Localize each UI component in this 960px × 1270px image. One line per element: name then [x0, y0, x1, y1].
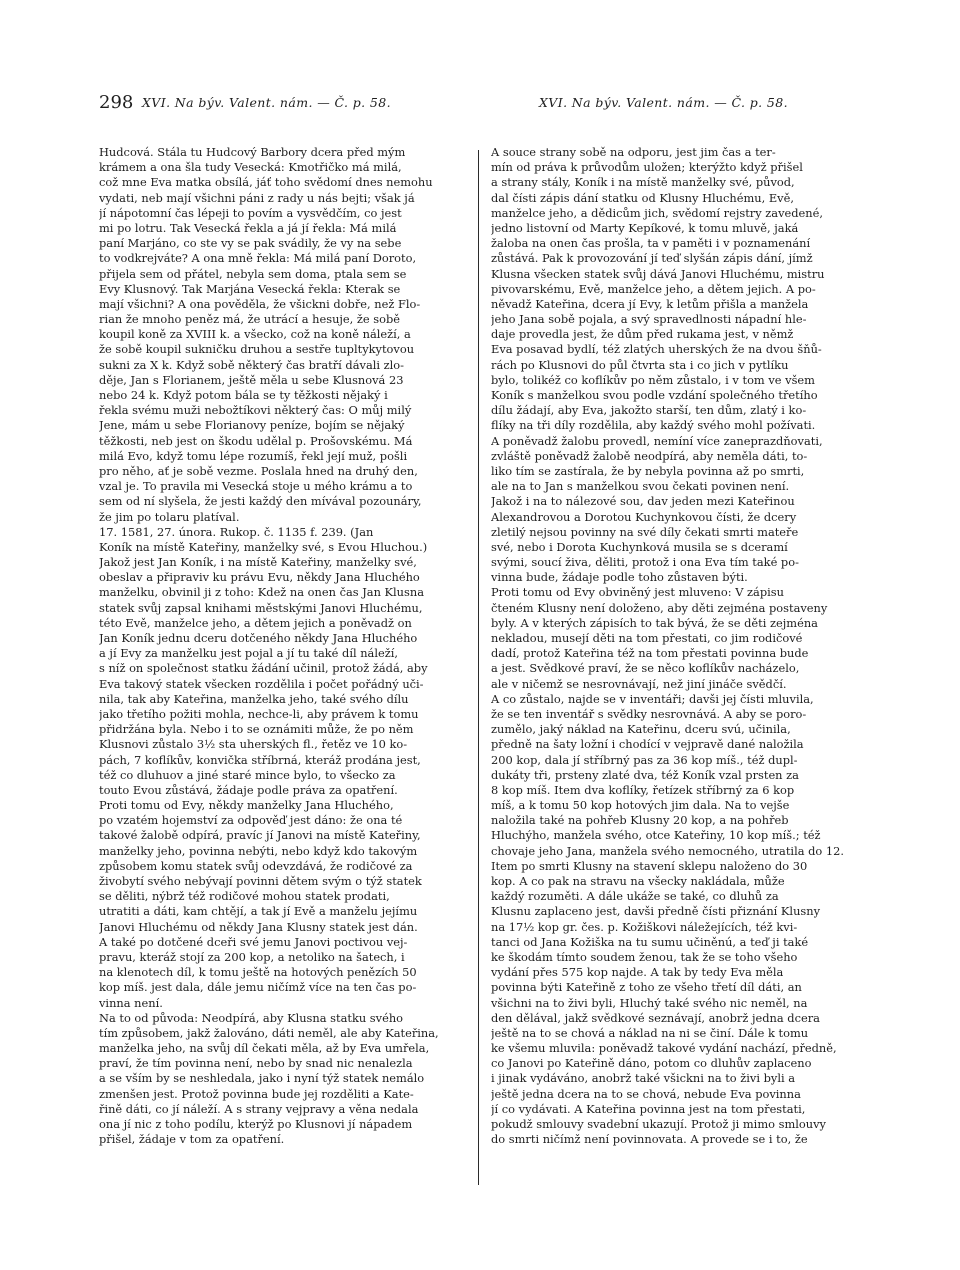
text-line: Jakož i na to nálezové sou, dav jeden mezi Kateřinou: [491, 494, 795, 509]
text-line: zumělo, jaký náklad na Kateřinu, dceru svú, učinila,: [491, 722, 791, 737]
text-line: a jí Evy za manželku jest pojal a jí tu také díl náleží,: [99, 646, 398, 661]
text-line: přišel, žádaje v tom za opatření.: [99, 1132, 285, 1147]
text-line: též co dluhuov a jiné staré mince bylo, to všecko za: [99, 767, 396, 782]
text-line: pivovarskému, Evě, manželce jeho, a dětem jejich. A po-: [491, 281, 816, 296]
text-line: to vodkrejváte? A ona mně řekla: Má milá paní Doroto,: [99, 251, 417, 266]
text-line: po vzatém hojemství za odpověď jest dáno: že ona té: [99, 813, 403, 828]
text-line: nekladou, musejí děti na tom přestati, co jim rodičové: [491, 631, 803, 645]
text-line: způsobem komu statek svůj odevzdává, že rodičové za: [99, 858, 413, 873]
text-line: Klusnu zaplaceno jest, davši předně čísti přiznání Klusny: [491, 904, 821, 919]
text-line: Eva posavad bydlí, též zlatých uherských že na dvou šňů-: [491, 342, 822, 357]
text-line: byly. A v kterých zápisích to tak bývá, že se děti zejména: [491, 615, 818, 630]
text-line: živobytí svého nebývají povinni dětem svým o týž statek: [99, 874, 422, 888]
page-number: 298: [99, 92, 134, 113]
text-line: jí co vydávati. A Kateřina povinna jest na tom přestati,: [491, 1101, 806, 1116]
text-line: ale na to Jan s manželkou svou čekati povinen není.: [491, 479, 790, 494]
text-line: Proti tomu od Evy, někdy manželky Jana Hluchého,: [99, 798, 394, 813]
text-line: těžkosti, neb jest on škodu udělal p. Prošovskému. Má: [99, 433, 413, 448]
running-head: [0, 92, 960, 118]
text-line: kop. A co pak na stravu na všecky nakládala, může: [491, 874, 785, 888]
text-line: Evy Klusnový. Tak Marjána Vesecká řekla: Kterak se: [99, 281, 401, 296]
text-line: nila, tak aby Kateřina, manželka jeho, také svého dílu: [99, 691, 409, 706]
text-line: ale v ničemž se nesrovnávají, než jiní jináče svědčí.: [491, 676, 787, 691]
text-line: jí nápotomní čas lépeji to povím a vysvědčím, co jest: [99, 205, 402, 220]
text-line: sukni za X k. Když sobě některý čas bratří dávali zlo-: [99, 357, 404, 372]
text-line: pravu, kteráž stojí za 200 kop, a netoliko na šatech, i: [99, 949, 405, 964]
text-line: zletilý nejsou povinny na své díly čekati smrti mateře: [491, 524, 799, 539]
text-line: Klusna všecken statek svůj dává Janovi Hluchému, mistru: [491, 266, 825, 281]
text-line: statek svůj zapsal knihami městskými Janovi Hluchému,: [99, 600, 423, 615]
text-line: manželku, obvinil ji z toho: Kdež na onen čas Jan Klusna: [99, 585, 424, 600]
text-line: Eva takový statek všecken rozdělila i počet pořádný uči-: [99, 676, 424, 691]
text-line: čteném Klusny není doloženo, aby děti zejména postaveny: [491, 600, 828, 615]
text-line: pách, 7 koflíkův, konvička stříbrná, kteráž prodána jest,: [99, 752, 421, 767]
text-line: dadí, protož Kateřina též na tom přestati povinna bude: [491, 646, 809, 661]
text-line: manželky jeho, povinna nebýti, nebo když kdo takovým: [99, 843, 418, 858]
text-line: A poněvadž žalobu provedl, nemíní více zaneprazdňovati,: [491, 433, 823, 448]
text-line: přijela sem od přátel, nebyla sem doma, ptala sem se: [99, 266, 407, 281]
text-line: Jakož jest Jan Koník, i na místě Kateřiny, manželky své,: [99, 555, 417, 570]
text-line: Item po smrti Klusny na stavení sklepu naloženo do 30: [491, 858, 808, 873]
text-line: ještě na to se chová a náklad na ni se činí. Dále k tomu: [491, 1025, 809, 1040]
text-line: každý rozuměti. A dále ukáže se také, co dluhů za: [491, 889, 779, 904]
text-line: děje, Jan s Florianem, ještě měla u sebe Klusnová 23: [99, 372, 404, 387]
text-line: 8 kop míš. Item dva koflíky, řetízek stříbrný za 6 kop: [491, 782, 795, 797]
text-line: a jest. Svědkové praví, že se něco koflíkův nacházelo,: [491, 661, 800, 676]
text-line: nebo 24 k. Když potom bála se ty těžkosti nějaký i: [99, 388, 388, 402]
text-line: tanci od Jana Kožiška na tu sumu učiněnú, a teď ji také: [491, 934, 809, 949]
text-line: Proti tomu od Evy obviněný jest mluveno: V zápisu: [491, 585, 784, 600]
text-line: sem od ní slyšela, že jesti každý den mívával pozounáry,: [99, 494, 422, 509]
text-line: dílu žádají, aby Eva, jakožto starší, ten dům, zlatý i ko-: [491, 403, 807, 418]
text-line: ona jí nic z toho podílu, kterýž po Klusnovi jí nápadem: [99, 1117, 413, 1131]
text-line: flíky na tři díly rozdělila, aby každý svého mohl požívati.: [491, 418, 816, 433]
text-line: A souce strany sobě na odporu, jest jim čas a ter-: [491, 145, 776, 159]
text-line: do smrti ničímž není povinnovata. A provede se i to, že: [491, 1132, 808, 1147]
text-line: zvláště poněvadž žalobě neodpírá, aby neměla dáti, to-: [491, 448, 808, 463]
text-line: kop míš. jest dala, dále jemu ničímž více na ten čas po-: [99, 980, 417, 995]
text-line: že sobě koupil sukničku druhou a sestře tupltykytovou: [99, 342, 415, 357]
text-line: zůstává. Pak k provozování jí teď slyšán zápis dání, jímž: [491, 251, 813, 266]
text-line: Jene, mám u sebe Florianovy peníze, bojím se nějaký: [99, 418, 405, 433]
text-line: míš, a k tomu 50 kop hotových jim dala. Na to vejše: [491, 798, 790, 813]
text-line: a se vším by se neshledala, jako i nyní týž statek nemálo: [99, 1071, 425, 1086]
text-line: Hudcová. Stála tu Hudcový Barbory dcera před mým: [99, 145, 406, 159]
text-line: Klusnovi zůstalo 3½ sta uherských fl., řetěz ve 10 ko-: [99, 737, 408, 752]
text-line: paní Marjáno, co ste vy se pak svádily, že vy na sebe: [99, 236, 402, 251]
text-line: Koník s manželkou svou podle vzdání společného třetího: [491, 388, 818, 402]
text-line: řině dáti, co jí náleží. A s strany vejpravy a věna nedala: [99, 1101, 419, 1116]
text-line: Janovi Hluchému od někdy Jana Klusny statek jest dán.: [99, 919, 418, 934]
running-title-left: XVI. Na býv. Valent. nám. — Č. p. 58.: [142, 95, 391, 110]
text-line: ještě jedna dcera na to se chová, nebude Eva povinna: [491, 1086, 801, 1101]
text-line: a strany stály, Koník i na místě manželky své, původ,: [491, 175, 795, 190]
text-line: Jan Koník jednu dceru dotčeného někdy Jana Hluchého: [99, 631, 418, 645]
text-line: vzal je. To pravila mi Vesecká stoje u mého krámu a to: [99, 479, 413, 494]
text-line: povinna býti Kateřině z toho ze všeho třetí díl dáti, an: [491, 980, 802, 995]
text-line: tím způsobem, jakž žalováno, dáti neměl, ale aby Kateřina,: [99, 1025, 439, 1040]
text-line: liko tím se zastírala, že by nebyla povinna až po smrti,: [491, 463, 805, 478]
text-line: jeho Jana sobě pojala, a svý spravedlnosti nápadní hle-: [491, 312, 807, 327]
text-line: mi po lotru. Tak Vesecká řekla a já jí řekla: Má milá: [99, 220, 397, 235]
text-line: koupil koně za XVIII k. a všecko, což na koně náleží, a: [99, 327, 411, 342]
text-line: svými, soucí živa, děliti, protož i ona Eva tím také po-: [491, 555, 799, 570]
text-line: všichni na to živi byli, Hluchý také svého nic neměl, na: [491, 995, 808, 1010]
text-line: dukáty tři, prsteny zlaté dva, též Koník vzal prsten za: [491, 767, 799, 782]
text-line: ke škodám tímto soudem ženou, tak že se toho všeho: [491, 949, 798, 964]
text-line: co Janovi po Kateřině dáno, potom co dluhův zaplaceno: [491, 1056, 812, 1071]
text-line: A co zůstalo, najde se v inventáři; davši jej čísti mluvila,: [491, 691, 814, 706]
text-line: Alexandrovou a Dorotou Kuchynkovou čísti, že dcery: [491, 509, 797, 524]
text-line: bylo, tolikéž co koflíkův po něm zůstalo, i v tom ve všem: [491, 372, 815, 387]
text-line: vydání přes 575 kop najde. A tak by tedy Eva měla: [491, 965, 784, 980]
text-line: s níž on společnost statku žádání učinil, protož žádá, aby: [99, 661, 428, 676]
text-line: praví, že tím povinna není, nebo by snad nic nenalezla: [99, 1056, 413, 1071]
text-line: jako třetího požiti mohla, nechce-li, aby právem k tomu: [99, 706, 419, 721]
text-line: naložila také na pohřeb Klusny 20 kop, a na pohřeb: [491, 813, 789, 828]
text-line: i jinak vydáváno, anobrž také všickni na to živi byli a: [491, 1071, 796, 1086]
text-line: mají všichni? A ona pověděla, že všickni dobře, než Flo-: [99, 296, 421, 311]
right-text-column: [491, 145, 857, 1147]
text-line: přidržána byla. Nebo i to se oznámiti může, že po něm: [99, 722, 414, 737]
text-line: zmenšen jest. Protož povinna bude jej rozděliti a Kate-: [99, 1086, 414, 1101]
text-line: se děliti, nýbrž též rodičové mohou statek prodati,: [99, 889, 390, 904]
text-line: takové žalobě odpírá, pravíc jí Janovi na místě Kateřiny,: [99, 828, 421, 843]
text-line: na klenotech díl, k tomu ještě na hotových penězích 50: [99, 965, 417, 980]
text-line: této Evě, manželce jeho, a dětem jejich a poněvadž on: [99, 615, 412, 630]
left-text-column: [99, 145, 465, 1147]
text-line: vinna není.: [99, 995, 163, 1010]
text-line: obeslav a připraviv ku právu Evu, někdy Jana Hluchého: [99, 570, 420, 585]
text-line: den dělával, jakž svědkové seznávají, anobrž jedna dcera: [491, 1010, 820, 1025]
text-line: že jim po tolaru platíval.: [99, 509, 240, 524]
text-line: A také po dotčené dceři své jemu Janovi poctivou vej-: [99, 934, 408, 949]
text-line: řekla svému muži nebožtíkovi některý čas: O můj milý: [99, 403, 412, 418]
text-line: utratiti a dáti, kam chtějí, a tak jí Evě a manželu jejímu: [99, 904, 418, 919]
text-line: vydati, neb mají všichni páni z rady u nás bejti; však já: [99, 190, 415, 205]
text-line: 200 kop, dala jí stříbrný pas za 36 kop míš., též dupl-: [491, 752, 798, 767]
text-line: rian že mnoho peněz má, že utrácí a hesuje, že sobě: [99, 312, 401, 327]
text-line: žaloba na onen čas prošla, ta v paměti i v poznamenání: [491, 236, 811, 251]
text-line: daje provedla jest, že dům před rukama jest, v němž: [491, 327, 794, 342]
text-line: 17. 1581, 27. února. Rukop. č. 1135 f. 239. (Jan: [99, 524, 374, 539]
text-line: Na to od původa: Neodpírá, aby Klusna statku svého: [99, 1010, 404, 1025]
text-line: Hluchýho, manžela svého, otce Kateřiny, 10 kop míš.; též: [491, 828, 821, 843]
text-line: své, nebo i Dorota Kuchynková musila se s dceramí: [491, 539, 788, 554]
text-line: chovaje jeho Jana, manžela svého nemocného, utratila do 12.: [491, 843, 845, 858]
text-line: mín od práva k průvodům uložen; kterýžto když přišel: [491, 160, 803, 175]
text-line: milá Evo, když tomu lépe rozumíš, řekl její muž, pošli: [99, 448, 408, 463]
text-line: na 17½ kop gr. čes. p. Kožiškovi náležejících, též kvi-: [491, 919, 798, 934]
text-line: pokudž smlouvy svadební ukazují. Protož ji mimo smlouvy: [491, 1117, 826, 1131]
text-line: dal čísti zápis dání statku od Klusny Hluchému, Evě,: [491, 190, 794, 205]
text-line: předně na šaty ložní i chodící v vejpravě dané naložila: [491, 737, 804, 752]
text-line: krámem a ona šla tudy Vesecká: Kmotřičko má milá,: [99, 160, 402, 175]
text-line: manželce jeho, a dědicům jich, svědomí rejstry zavedené,: [491, 205, 823, 220]
text-line: což mne Eva matka obsílá, jáť toho svědomí dnes nemohu: [99, 175, 433, 190]
text-line: že se ten inventář s svědky nesrovnává. A aby se poro-: [491, 706, 807, 721]
column-divider: [478, 150, 479, 1185]
text-line: Koník na místě Kateřiny, manželky své, s Evou Hluchou.): [99, 539, 428, 554]
text-line: vinna bude, žádaje podle toho zůstaven býti.: [491, 570, 748, 585]
running-title-right: XVI. Na býv. Valent. nám. — Č. p. 58.: [539, 95, 788, 110]
text-line: pro něho, ať je sobě vezme. Poslala hned na druhý den,: [99, 463, 418, 478]
text-line: jedno listovní od Marty Kepíkové, k tomu mluvě, jaká: [491, 220, 799, 235]
text-line: ke všemu mluvila: poněvadž takové vydání nachází, předně,: [491, 1041, 837, 1056]
text-line: něvadž Kateřina, dcera jí Evy, k letům přišla a manžela: [491, 296, 809, 311]
text-line: manželka jeho, na svůj díl čekati měla, až by Eva umřela,: [99, 1041, 430, 1056]
text-line: rách po Klusnovi do půl čtvrta sta i co jich v pytlíku: [491, 357, 789, 372]
text-line: touto Evou zůstává, žádaje podle práva za opatření.: [99, 782, 398, 797]
